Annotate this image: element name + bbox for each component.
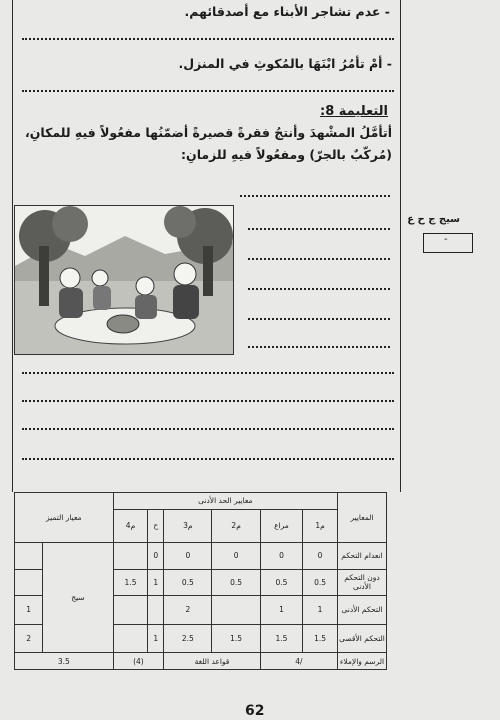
cell xyxy=(113,624,148,653)
scene-picture xyxy=(14,205,234,355)
footer-num: (4) xyxy=(113,653,164,670)
cell: 0 xyxy=(148,543,164,569)
row-label: التحكم الأدنى xyxy=(338,595,387,624)
exercise-instructions: أتأمَّلُ المشْهدَ وأنتجُ فقرةً قصيرةً أضمّنُها مفعُولاً فيهِ للمكانِ، (مُركّبٌ بالجرّ) ومفعُولاً فيهِ للزمانِ: xyxy=(24,125,392,162)
exercise-title: التعليمة 8: xyxy=(320,104,388,119)
cell xyxy=(15,543,43,569)
cell: 1.5 xyxy=(212,624,260,653)
cell xyxy=(15,569,43,595)
answer-line[interactable] xyxy=(248,228,390,230)
score-box[interactable] xyxy=(423,233,473,253)
cell xyxy=(113,543,148,569)
statement-1: - عدم تشاجر الأبناء مع أصدقائهم. xyxy=(184,4,390,19)
score-value: - xyxy=(444,234,448,245)
cell: 1 xyxy=(148,624,164,653)
cell xyxy=(212,595,260,624)
row-label: انعدام التحكم xyxy=(338,543,387,569)
answer-line[interactable] xyxy=(248,318,390,320)
side-criteria-label: سيج ج ح ع xyxy=(407,214,460,225)
answer-line[interactable] xyxy=(22,458,394,460)
col-label: م4 xyxy=(113,509,148,542)
col-label: م1 xyxy=(303,509,338,542)
answer-line[interactable] xyxy=(22,372,394,374)
col-label: مراع xyxy=(260,509,302,542)
cell: 1.5 xyxy=(303,624,338,653)
footer-mid: قواعد اللغة xyxy=(164,653,261,670)
row-label: دون التحكم الأدنى xyxy=(338,569,387,595)
cell: 2.5 xyxy=(164,624,212,653)
answer-line[interactable] xyxy=(22,90,394,92)
cell: 1.5 xyxy=(260,624,302,653)
cell: 1 xyxy=(260,595,302,624)
cell: 1 xyxy=(15,595,43,624)
cell: 0.5 xyxy=(303,569,338,595)
cell: 0.5 xyxy=(212,569,260,595)
cell: 0.5 xyxy=(164,569,212,595)
col-label: م3 xyxy=(164,509,212,542)
table-header-criteria: المعايير xyxy=(338,493,387,543)
row-label: التحكم الأقصى xyxy=(338,624,387,653)
answer-line[interactable] xyxy=(248,288,390,290)
answer-line[interactable] xyxy=(22,400,394,402)
col-label: م2 xyxy=(212,509,260,542)
cell xyxy=(148,595,164,624)
cell: 2 xyxy=(164,595,212,624)
cell: 0 xyxy=(303,543,338,569)
answer-line[interactable] xyxy=(22,428,394,430)
cell: 1 xyxy=(148,569,164,595)
footer-label: الرسم والإملاء xyxy=(338,653,387,670)
cell: 1.5 xyxy=(113,569,148,595)
answer-line[interactable] xyxy=(248,258,390,260)
answer-line[interactable] xyxy=(22,38,394,40)
cell: 2 xyxy=(15,624,43,653)
cell: 0.5 xyxy=(260,569,302,595)
cell: 1 xyxy=(303,595,338,624)
col-label: ح xyxy=(148,509,164,542)
total-score: 3.5 xyxy=(15,653,114,670)
page-number: 62 xyxy=(245,703,265,719)
cell: 0 xyxy=(260,543,302,569)
cell: 0 xyxy=(212,543,260,569)
excellence-label: سيج xyxy=(43,543,113,653)
statement-2: - أمْ تأمُرُ ابْنَهَا بالمُكوثِ في المنزل. xyxy=(178,56,392,71)
answer-line[interactable] xyxy=(248,346,390,348)
cell xyxy=(113,595,148,624)
table-header-min: معايير الحد الأدنى xyxy=(113,493,337,510)
table-header-excellence: معيار التميز xyxy=(15,493,114,543)
cell: 0 xyxy=(164,543,212,569)
footer-num: /4 xyxy=(260,653,337,670)
answer-line[interactable] xyxy=(240,195,390,197)
grading-table xyxy=(14,492,387,670)
